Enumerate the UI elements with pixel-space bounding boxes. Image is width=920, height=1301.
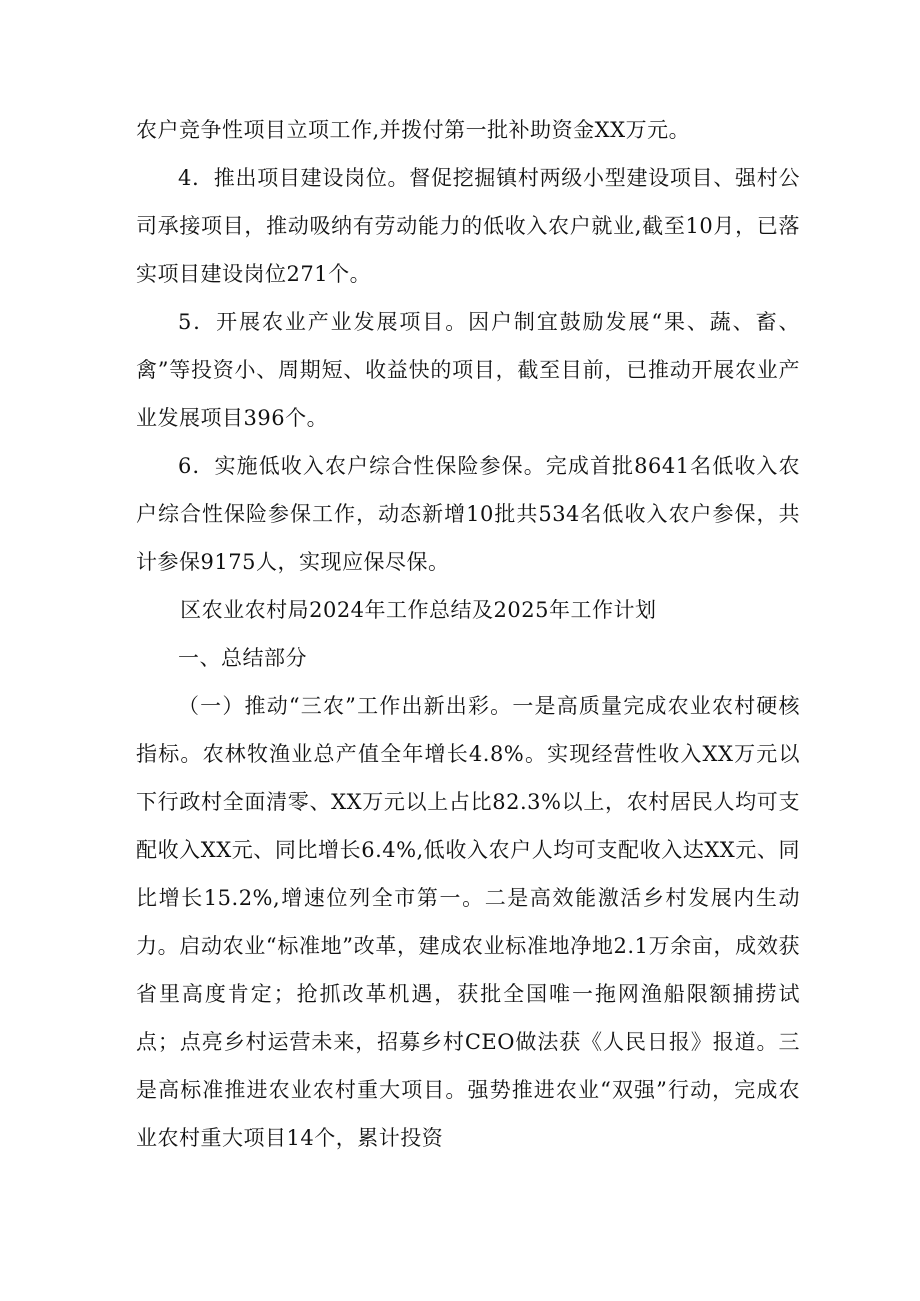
paragraph-item-4: 4．推出项目建设岗位。督促挖掘镇村两级小型建设项目、强村公司承接项目，推动吸纳有劳动能力的低收入农户就业,截至10月，已落实项目建设岗位271个。	[136, 166, 800, 286]
section-heading-summary: 一、总结部分	[178, 646, 307, 670]
section-title: 区农业农村局2024年工作总结及2025年工作计划	[180, 598, 657, 622]
document-body	[136, 106, 800, 1162]
paragraph-item-6: 6．实施低收入农户综合性保险参保。完成首批8641名低收入农户综合性保险参保工作，动态新增10批共534名低收入农户参保，共计参保9175人，实现应保尽保。	[136, 454, 800, 574]
paragraph-continuation: 农户竞争性项目立项工作,并拨付第一批补助资金XX万元。	[136, 118, 691, 142]
paragraph-summary-1: （一）推动“三农”工作出新出彩。一是高质量完成农业农村硬核指标。农林牧渔业总产值全年增长4.8%。实现经营性收入XX万元以下行政村全面清零、XX万元以上占比82.3%以上，农村居民人均可支配收入XX元、同比增长6.4%,低收入农户人均可支配收入达XX元、同比增长15.2%,增速位列全市第一。二是高效能激活乡村发展内生动力。启动农业“标准地”改革，建成农业标准地净地2.1万余亩，成效获省里高度肯定；抢抓改革机遇，获批全国唯一拖网渔船限额捕捞试点；点亮乡村运营未来，招募乡村CEO做法获《人民日报》报道。三是高标准推进农业农村重大项目。强势推进农业“双强”行动，完成农业农村重大项目14个，累计投资	[136, 694, 800, 1150]
paragraph-item-5: 5．开展农业产业发展项目。因户制宜鼓励发展“果、蔬、畜、禽”等投资小、周期短、收益快的项目，截至目前，已推动开展农业产业发展项目396个。	[136, 310, 800, 430]
